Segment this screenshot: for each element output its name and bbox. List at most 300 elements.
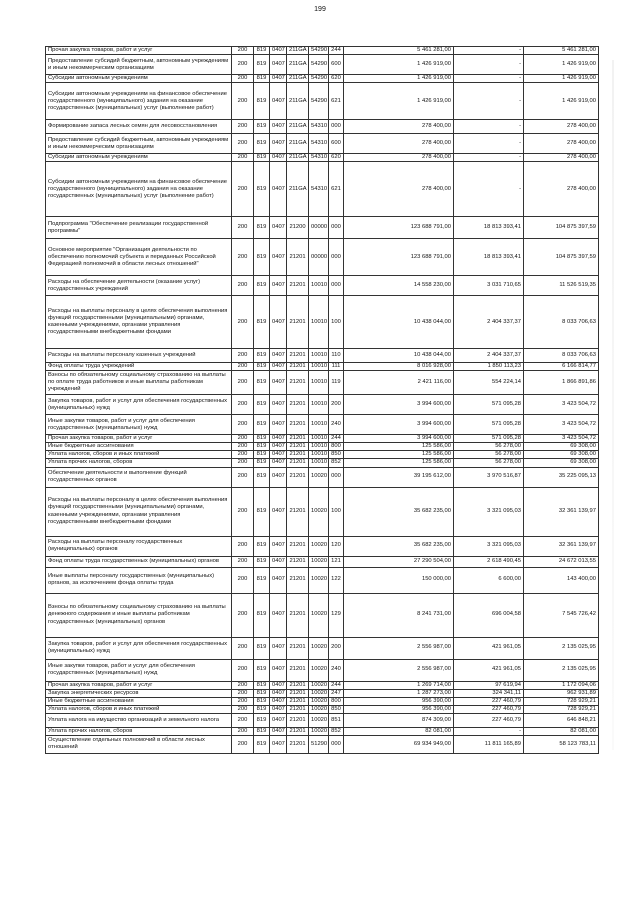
cell-name: Прочая закупка товаров, работ и услуг [46, 435, 232, 443]
cell-line-code: 200 [232, 55, 254, 75]
cell-target-code: 211GA [287, 154, 309, 162]
cell-expense-type: 620 [329, 75, 344, 83]
table-row [46, 415, 599, 435]
cell-expense-type: 119 [329, 371, 344, 395]
cell-remaining: 2 135 025,95 [524, 637, 599, 659]
table-row [46, 276, 599, 296]
cell-expense-type: 121 [329, 556, 344, 567]
cell-section-code: 0407 [270, 371, 287, 395]
cell-expense-type: 111 [329, 363, 344, 371]
cell-direction-code: 10010 [309, 415, 329, 435]
cell-section-code: 0407 [270, 467, 287, 487]
cell-expense-type: 600 [329, 134, 344, 154]
cell-remaining: 2 135 025,95 [524, 659, 599, 681]
table-row [46, 689, 599, 697]
cell-planned: 874 309,00 [344, 713, 454, 727]
cell-executed: 227 460,79 [454, 713, 524, 727]
cell-remaining: 35 225 095,13 [524, 467, 599, 487]
cell-remaining: 82 081,00 [524, 727, 599, 735]
cell-line-code: 200 [232, 75, 254, 83]
cell-expense-type: 800 [329, 697, 344, 705]
cell-executed: - [454, 162, 524, 217]
cell-admin-code: 819 [254, 593, 270, 637]
cell-planned: 278 400,00 [344, 120, 454, 134]
cell-planned: 35 682 235,00 [344, 536, 454, 556]
cell-target-code: 21201 [287, 395, 309, 415]
cell-line-code: 200 [232, 443, 254, 451]
cell-admin-code: 819 [254, 467, 270, 487]
table-row [46, 451, 599, 459]
cell-executed: - [454, 727, 524, 735]
cell-remaining: 69 308,00 [524, 451, 599, 459]
cell-admin-code: 819 [254, 735, 270, 753]
cell-remaining: 1 172 094,06 [524, 681, 599, 689]
cell-remaining: 11 526 519,35 [524, 276, 599, 296]
cell-line-code: 200 [232, 239, 254, 276]
cell-admin-code: 819 [254, 659, 270, 681]
cell-executed: 3 970 516,87 [454, 467, 524, 487]
cell-expense-type: 620 [329, 154, 344, 162]
cell-expense-type: 247 [329, 689, 344, 697]
cell-target-code: 211GA [287, 55, 309, 75]
cell-planned: 69 934 949,00 [344, 735, 454, 753]
cell-remaining: 143 400,00 [524, 567, 599, 593]
cell-target-code: 21201 [287, 415, 309, 435]
cell-direction-code: 10020 [309, 567, 329, 593]
cell-section-code: 0407 [270, 593, 287, 637]
table-row [46, 556, 599, 567]
cell-target-code: 21200 [287, 217, 309, 239]
cell-target-code: 21201 [287, 713, 309, 727]
cell-remaining: 24 672 013,55 [524, 556, 599, 567]
cell-admin-code: 819 [254, 47, 270, 55]
cell-planned: 8 241 731,00 [344, 593, 454, 637]
cell-target-code: 21201 [287, 349, 309, 363]
cell-name: Расходы на выплаты персоналу в целях обеспечения выполнения функций государственными (муниципальными) органами, казенными учреждениями, органами управления государственными внебюджетными фондами [46, 487, 232, 536]
cell-line-code: 200 [232, 276, 254, 296]
scan-edge [612, 60, 614, 750]
table-row [46, 459, 599, 467]
table-row [46, 371, 599, 395]
table-row [46, 735, 599, 753]
cell-planned: 3 994 600,00 [344, 435, 454, 443]
cell-name: Субсидии автономным учреждениям на финансовое обеспечение государственного (муниципального) задания на оказание государственных (муниципальных) услуг (выполнение работ) [46, 83, 232, 120]
cell-section-code: 0407 [270, 435, 287, 443]
cell-executed: 3 321 095,03 [454, 487, 524, 536]
cell-line-code: 200 [232, 536, 254, 556]
cell-expense-type: 800 [329, 443, 344, 451]
cell-section-code: 0407 [270, 451, 287, 459]
cell-admin-code: 819 [254, 681, 270, 689]
cell-remaining: 962 931,89 [524, 689, 599, 697]
cell-admin-code: 819 [254, 296, 270, 349]
cell-planned: 2 556 987,00 [344, 659, 454, 681]
cell-section-code: 0407 [270, 459, 287, 467]
cell-name: Расходы на обеспечение деятельности (оказание услуг) государственных учреждений [46, 276, 232, 296]
cell-name: Подпрограмма "Обеспечение реализации государственной программы" [46, 217, 232, 239]
cell-section-code: 0407 [270, 75, 287, 83]
cell-line-code: 200 [232, 459, 254, 467]
budget-table [45, 46, 599, 754]
cell-name: Закупка энергетических ресурсов [46, 689, 232, 697]
cell-remaining: 8 033 706,63 [524, 296, 599, 349]
cell-direction-code: 10010 [309, 435, 329, 443]
cell-name: Уплата налогов, сборов и иных платежей [46, 451, 232, 459]
cell-name: Формирование запаса лесных семян для лесовосстановления [46, 120, 232, 134]
table-row [46, 443, 599, 451]
cell-line-code: 200 [232, 435, 254, 443]
cell-line-code: 200 [232, 162, 254, 217]
table-row [46, 47, 599, 55]
cell-direction-code: 00000 [309, 239, 329, 276]
cell-line-code: 200 [232, 637, 254, 659]
cell-section-code: 0407 [270, 83, 287, 120]
table-row [46, 637, 599, 659]
cell-line-code: 200 [232, 567, 254, 593]
cell-planned: 125 586,00 [344, 443, 454, 451]
cell-target-code: 21201 [287, 435, 309, 443]
cell-executed: 324 341,11 [454, 689, 524, 697]
cell-executed: - [454, 55, 524, 75]
cell-section-code: 0407 [270, 239, 287, 276]
cell-target-code: 21201 [287, 239, 309, 276]
cell-expense-type: 852 [329, 459, 344, 467]
cell-remaining: 1 426 919,00 [524, 55, 599, 75]
cell-admin-code: 819 [254, 713, 270, 727]
cell-remaining: 728 929,21 [524, 697, 599, 705]
cell-line-code: 200 [232, 296, 254, 349]
table-row [46, 705, 599, 713]
cell-target-code: 21201 [287, 363, 309, 371]
cell-admin-code: 819 [254, 276, 270, 296]
table-row [46, 487, 599, 536]
cell-name: Субсидии автономным учреждениям на финансовое обеспечение государственного (муниципального) задания на оказание государственных (муниципальных) услуг (выполнение работ) [46, 162, 232, 217]
cell-target-code: 21201 [287, 697, 309, 705]
cell-remaining: 7 545 726,42 [524, 593, 599, 637]
cell-direction-code: 10020 [309, 705, 329, 713]
cell-executed: 2 404 337,37 [454, 296, 524, 349]
cell-direction-code: 10020 [309, 659, 329, 681]
cell-remaining: 3 423 504,72 [524, 395, 599, 415]
cell-expense-type: 850 [329, 705, 344, 713]
cell-section-code: 0407 [270, 536, 287, 556]
cell-target-code: 21201 [287, 467, 309, 487]
cell-name: Уплата прочих налогов, сборов [46, 459, 232, 467]
cell-line-code: 200 [232, 467, 254, 487]
cell-name: Расходы на выплаты персоналу в целях обеспечения выполнения функций государственными (муниципальными) органами, казенными учреждениями, органами управления государственными внебюджетными фондами [46, 296, 232, 349]
cell-target-code: 21201 [287, 536, 309, 556]
cell-planned: 5 461 281,00 [344, 47, 454, 55]
cell-name: Иные бюджетные ассигнования [46, 697, 232, 705]
cell-executed: 421 961,05 [454, 637, 524, 659]
cell-planned: 1 269 714,00 [344, 681, 454, 689]
cell-name: Предоставление субсидий бюджетным, автономным учреждениям и иным некоммерческим организациям [46, 134, 232, 154]
cell-expense-type: 000 [329, 217, 344, 239]
cell-direction-code: 54290 [309, 75, 329, 83]
cell-name: Фонд оплаты труда государственных (муниципальных) органов [46, 556, 232, 567]
cell-direction-code: 54310 [309, 154, 329, 162]
cell-planned: 125 586,00 [344, 459, 454, 467]
cell-direction-code: 10010 [309, 363, 329, 371]
cell-admin-code: 819 [254, 536, 270, 556]
cell-line-code: 200 [232, 727, 254, 735]
cell-planned: 1 426 919,00 [344, 55, 454, 75]
cell-section-code: 0407 [270, 713, 287, 727]
cell-remaining: 104 875 397,59 [524, 239, 599, 276]
cell-remaining: 728 929,21 [524, 705, 599, 713]
table-row [46, 681, 599, 689]
cell-executed: - [454, 83, 524, 120]
table-row [46, 593, 599, 637]
cell-direction-code: 54310 [309, 120, 329, 134]
cell-planned: 2 421 116,00 [344, 371, 454, 395]
cell-line-code: 200 [232, 705, 254, 713]
cell-admin-code: 819 [254, 134, 270, 154]
cell-name: Субсидии автономным учреждениям [46, 154, 232, 162]
cell-name: Осуществление отдельных полномочий в области лесных отношений [46, 735, 232, 753]
cell-name: Субсидии автономным учреждениям [46, 75, 232, 83]
cell-section-code: 0407 [270, 349, 287, 363]
cell-remaining: 278 400,00 [524, 120, 599, 134]
cell-expense-type: 129 [329, 593, 344, 637]
cell-planned: 278 400,00 [344, 154, 454, 162]
cell-admin-code: 819 [254, 239, 270, 276]
cell-direction-code: 10010 [309, 371, 329, 395]
table-row [46, 55, 599, 75]
cell-direction-code: 10010 [309, 276, 329, 296]
cell-planned: 123 688 791,00 [344, 239, 454, 276]
cell-line-code: 200 [232, 487, 254, 536]
cell-planned: 123 688 791,00 [344, 217, 454, 239]
cell-line-code: 200 [232, 395, 254, 415]
cell-direction-code: 10010 [309, 395, 329, 415]
cell-admin-code: 819 [254, 689, 270, 697]
cell-line-code: 200 [232, 713, 254, 727]
cell-expense-type: 851 [329, 713, 344, 727]
cell-expense-type: 120 [329, 536, 344, 556]
cell-executed: 2 618 490,45 [454, 556, 524, 567]
table-row [46, 162, 599, 217]
cell-line-code: 200 [232, 451, 254, 459]
cell-executed: - [454, 75, 524, 83]
cell-expense-type: 850 [329, 451, 344, 459]
cell-expense-type: 000 [329, 735, 344, 753]
cell-admin-code: 819 [254, 395, 270, 415]
cell-planned: 956 390,00 [344, 705, 454, 713]
cell-target-code: 21201 [287, 637, 309, 659]
cell-name: Основное мероприятие "Организация деятельности по обеспечению полномочий субъекта и переданных Российской Федерацией полномочий в области лесных отношений" [46, 239, 232, 276]
cell-name: Взносы по обязательному социальному страхованию на выплаты денежного содержания и иные выплаты работникам государственных (муниципальных) органов [46, 593, 232, 637]
cell-section-code: 0407 [270, 443, 287, 451]
cell-direction-code: 54290 [309, 83, 329, 120]
cell-planned: 27 290 504,00 [344, 556, 454, 567]
cell-line-code: 200 [232, 689, 254, 697]
cell-remaining: 69 308,00 [524, 443, 599, 451]
cell-executed: 2 404 337,37 [454, 349, 524, 363]
cell-planned: 150 000,00 [344, 567, 454, 593]
cell-expense-type: 122 [329, 567, 344, 593]
table-row [46, 435, 599, 443]
cell-section-code: 0407 [270, 363, 287, 371]
cell-executed: 3 321 095,03 [454, 536, 524, 556]
cell-remaining: 3 423 504,72 [524, 415, 599, 435]
cell-section-code: 0407 [270, 296, 287, 349]
table-row [46, 467, 599, 487]
cell-remaining: 278 400,00 [524, 134, 599, 154]
cell-section-code: 0407 [270, 637, 287, 659]
cell-section-code: 0407 [270, 681, 287, 689]
cell-executed: - [454, 154, 524, 162]
cell-planned: 3 994 600,00 [344, 415, 454, 435]
cell-name: Фонд оплаты труда учреждений [46, 363, 232, 371]
cell-line-code: 200 [232, 349, 254, 363]
cell-name: Иные бюджетные ассигнования [46, 443, 232, 451]
budget-table-body [46, 47, 599, 754]
cell-admin-code: 819 [254, 443, 270, 451]
cell-target-code: 21201 [287, 567, 309, 593]
cell-admin-code: 819 [254, 705, 270, 713]
cell-section-code: 0407 [270, 567, 287, 593]
cell-line-code: 200 [232, 154, 254, 162]
cell-executed: 56 278,00 [454, 451, 524, 459]
cell-name: Предоставление субсидий бюджетным, автономным учреждениям и иным некоммерческим организациям [46, 55, 232, 75]
cell-remaining: 278 400,00 [524, 162, 599, 217]
cell-section-code: 0407 [270, 217, 287, 239]
cell-target-code: 21201 [287, 276, 309, 296]
cell-target-code: 211GA [287, 120, 309, 134]
cell-direction-code: 54290 [309, 47, 329, 55]
cell-section-code: 0407 [270, 55, 287, 75]
table-row [46, 713, 599, 727]
cell-section-code: 0407 [270, 735, 287, 753]
cell-direction-code: 10010 [309, 459, 329, 467]
cell-admin-code: 819 [254, 349, 270, 363]
cell-name: Закупка товаров, работ и услуг для обеспечения государственных (муниципальных) нужд [46, 395, 232, 415]
cell-target-code: 21201 [287, 705, 309, 713]
cell-remaining: 278 400,00 [524, 154, 599, 162]
cell-direction-code: 10020 [309, 467, 329, 487]
page-number: 199 [314, 6, 326, 13]
cell-direction-code: 10020 [309, 556, 329, 567]
cell-target-code: 211GA [287, 83, 309, 120]
cell-remaining: 1 866 891,86 [524, 371, 599, 395]
cell-executed: 56 278,00 [454, 459, 524, 467]
cell-admin-code: 819 [254, 55, 270, 75]
cell-section-code: 0407 [270, 705, 287, 713]
cell-section-code: 0407 [270, 487, 287, 536]
cell-admin-code: 819 [254, 415, 270, 435]
cell-name: Расходы на выплаты персоналу государственных (муниципальных) органов [46, 536, 232, 556]
cell-name: Уплата налогов, сборов и иных платежей [46, 705, 232, 713]
cell-direction-code: 54310 [309, 134, 329, 154]
cell-admin-code: 819 [254, 697, 270, 705]
cell-expense-type: 200 [329, 637, 344, 659]
cell-direction-code: 10010 [309, 349, 329, 363]
cell-target-code: 21201 [287, 556, 309, 567]
cell-remaining: 6 166 814,77 [524, 363, 599, 371]
cell-expense-type: 000 [329, 276, 344, 296]
cell-expense-type: 621 [329, 162, 344, 217]
cell-expense-type: 110 [329, 349, 344, 363]
cell-planned: 1 287 273,00 [344, 689, 454, 697]
cell-planned: 2 556 987,00 [344, 637, 454, 659]
cell-expense-type: 200 [329, 395, 344, 415]
cell-expense-type: 852 [329, 727, 344, 735]
cell-executed: 571 095,28 [454, 435, 524, 443]
cell-planned: 3 994 600,00 [344, 395, 454, 415]
cell-expense-type: 100 [329, 296, 344, 349]
cell-admin-code: 819 [254, 556, 270, 567]
cell-admin-code: 819 [254, 162, 270, 217]
cell-remaining: 32 361 139,97 [524, 536, 599, 556]
cell-name: Прочая закупка товаров, работ и услуг [46, 681, 232, 689]
cell-direction-code: 10010 [309, 451, 329, 459]
cell-section-code: 0407 [270, 727, 287, 735]
cell-name: Иные закупки товаров, работ и услуг для обеспечения государственных (муниципальных) нужд [46, 659, 232, 681]
cell-section-code: 0407 [270, 154, 287, 162]
cell-direction-code: 10020 [309, 487, 329, 536]
cell-target-code: 211GA [287, 75, 309, 83]
cell-planned: 10 438 044,00 [344, 349, 454, 363]
cell-planned: 39 195 612,00 [344, 467, 454, 487]
cell-planned: 125 586,00 [344, 451, 454, 459]
cell-executed: 56 278,00 [454, 443, 524, 451]
cell-executed: - [454, 120, 524, 134]
cell-direction-code: 10010 [309, 296, 329, 349]
cell-line-code: 200 [232, 659, 254, 681]
cell-expense-type: 000 [329, 120, 344, 134]
cell-direction-code: 10020 [309, 637, 329, 659]
cell-section-code: 0407 [270, 47, 287, 55]
cell-direction-code: 54290 [309, 55, 329, 75]
cell-target-code: 21201 [287, 296, 309, 349]
cell-planned: 278 400,00 [344, 134, 454, 154]
cell-name: Иные закупки товаров, работ и услуг для обеспечения государственных (муниципальных) нужд [46, 415, 232, 435]
cell-planned: 82 081,00 [344, 727, 454, 735]
cell-direction-code: 10020 [309, 536, 329, 556]
cell-target-code: 21201 [287, 659, 309, 681]
cell-line-code: 200 [232, 83, 254, 120]
cell-target-code: 21201 [287, 593, 309, 637]
cell-target-code: 21201 [287, 681, 309, 689]
cell-line-code: 200 [232, 735, 254, 753]
cell-remaining: 58 123 783,11 [524, 735, 599, 753]
cell-direction-code: 10020 [309, 727, 329, 735]
cell-expense-type: 240 [329, 659, 344, 681]
cell-executed: 18 813 393,41 [454, 217, 524, 239]
cell-direction-code: 00000 [309, 217, 329, 239]
cell-executed: 571 095,28 [454, 395, 524, 415]
cell-target-code: 21201 [287, 487, 309, 536]
table-row [46, 83, 599, 120]
table-row [46, 363, 599, 371]
table-row [46, 567, 599, 593]
cell-expense-type: 000 [329, 467, 344, 487]
cell-direction-code: 54310 [309, 162, 329, 217]
cell-name: Уплата налога на имущество организаций и земельного налога [46, 713, 232, 727]
cell-section-code: 0407 [270, 689, 287, 697]
cell-target-code: 21201 [287, 689, 309, 697]
cell-admin-code: 819 [254, 567, 270, 593]
cell-line-code: 200 [232, 681, 254, 689]
cell-line-code: 200 [232, 47, 254, 55]
cell-remaining: 646 848,21 [524, 713, 599, 727]
cell-planned: 10 438 044,00 [344, 296, 454, 349]
cell-expense-type: 244 [329, 435, 344, 443]
cell-executed: - [454, 134, 524, 154]
cell-admin-code: 819 [254, 120, 270, 134]
table-row [46, 120, 599, 134]
